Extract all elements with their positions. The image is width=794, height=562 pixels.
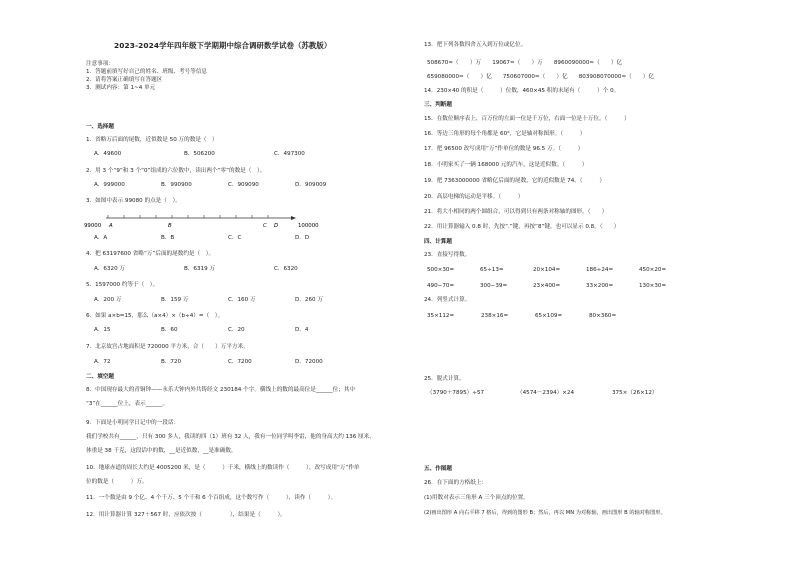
point-c-label: C — [263, 223, 267, 229]
stepwise-item: （3790＋7895）÷57 — [427, 390, 485, 396]
options-6 — [94, 327, 308, 334]
oral-item: 20×104= — [533, 267, 561, 273]
question-11: 11．一个数是由 9 个亿、4 个千万、5 个千和 6 个百组成，这个数写作（ ），读作（ ）。 — [86, 495, 337, 501]
oral-item: 186÷24= — [586, 267, 614, 273]
section-calc: 四、计算题 — [424, 239, 452, 245]
question-13-row: 508670≈（ ）万 19067≈（ ）万 8960090000≈（ ）亿 — [427, 60, 623, 66]
option: B．506200 — [184, 151, 215, 157]
vertical-calc-row — [427, 313, 616, 320]
option: A．49600 — [94, 151, 122, 157]
question-26-part2: (2)画出图形 A 向右平移 7 格后，得到的图形 B；然后，再以 MN 为对称轴，画出图形 B 的轴对称图形。 — [424, 510, 666, 516]
option: D．72000 — [295, 359, 323, 365]
oral-item: 33×200= — [586, 283, 614, 289]
section-fill: 二、填空题 — [86, 374, 114, 380]
question-12: 12．用计算器计算 327＋567 时，应依次按（ ），结果是（ ）。 — [86, 512, 286, 518]
notice-item: 1．答题前填写好自己的姓名、班级、考号等信息 — [86, 69, 208, 75]
option: B．60 — [161, 327, 178, 333]
question-26-part1: (1)用数对表示三角形 A 三个顶点的位置。 — [424, 495, 529, 501]
number-line-arrow — [291, 216, 296, 220]
option: C．6320 — [274, 266, 298, 272]
question-10: 10．地球赤道的周长大约是 4005200 米，是（ ）千米，横线上的数读作（ ），改写成用“万”作单 — [86, 465, 360, 471]
question-20: 20．高层电梯的运动是平移。（ ） — [424, 194, 524, 200]
notice-item: 2．请将答案正确填写在答题区 — [86, 77, 163, 83]
point-b-label: B — [168, 223, 172, 229]
axis-start-label: 99000 — [84, 223, 102, 229]
option: B．159 万 — [161, 297, 189, 303]
vertical-item: 238×16= — [481, 313, 509, 319]
option: B．720 — [161, 359, 182, 365]
oral-item: 490−70= — [427, 283, 455, 289]
oral-item: 130×30= — [639, 283, 667, 289]
option: B．B — [161, 235, 175, 241]
option: A．15 — [94, 327, 111, 333]
stepwise-calc-row — [427, 390, 657, 397]
question-9-cont: 我们学校共有______，只有 300 多人，我读的四（1）班有 32 人，我有一位同学叫李雷，他的身高大约 136 厘米， — [86, 434, 375, 440]
stepwise-item: 375×（26×12） — [612, 390, 658, 396]
number-line — [86, 208, 336, 230]
question-8: 8．中国现存最大的青铜钟——永乐大钟内外共铸经文 230184 个字。横线上的数的最高位是______位；其中 — [86, 387, 356, 393]
question-17: 17．把 96500 改写成用“万”作单位的数是 96.5 万。（ ） — [424, 146, 584, 152]
question-13: 13．把下列各数四舍五入到万位或亿位。 — [424, 42, 527, 48]
option: D．260 万 — [295, 297, 323, 303]
option: C．909090 — [228, 182, 259, 188]
oral-calc-row — [427, 283, 666, 290]
options-5 — [94, 297, 323, 304]
option: A．999000 — [94, 182, 125, 188]
vertical-item: 35×112= — [427, 313, 455, 319]
options-4 — [94, 266, 298, 273]
question-10-cont: 位的数是（ ）万。 — [86, 479, 148, 485]
question-7: 7．北京故宫占地面积是 720000 平方米，合（ ）万平方米。 — [86, 344, 249, 350]
notice-item: 3．测试内容：第 1~4 单元 — [86, 85, 156, 91]
question-19: 19．把 7363000000 省略亿后面的尾数，它的近似数是 74。（ ） — [424, 178, 606, 184]
question-2: 2．用 3 个“9”和 3 个“0”组成的六位数中，读出两个“零”的数是（ ）。 — [86, 168, 266, 174]
oral-calc-row — [427, 267, 666, 274]
question-16: 16．等边三角形的每个角都是 60°，它是轴对称图形。（ ） — [424, 131, 586, 137]
option: B．990900 — [161, 182, 192, 188]
option: A．6320 万 — [94, 266, 126, 272]
notice-head: 注意事项： — [86, 61, 114, 67]
section-draw: 五、作图题 — [424, 466, 452, 472]
question-5: 5．1597000 约等于（ ）。 — [86, 282, 159, 288]
vertical-item: 65×109= — [535, 313, 563, 319]
oral-item: 300−39= — [480, 283, 508, 289]
point-a-label: A — [109, 223, 113, 229]
oral-item: 450×20= — [639, 267, 667, 273]
oral-item: 500×30= — [427, 267, 455, 273]
question-6: 6．如果 a×b=15，那么（a×4）×（b÷4）=（ ）。 — [86, 313, 224, 319]
question-9-cont: 体重是 38 千克，这段话中的数，__是近似数，__是准确数。 — [86, 448, 237, 454]
option: D．4 — [295, 327, 309, 333]
option: A．200 万 — [94, 297, 122, 303]
question-13-row: 659080000≈（ ）亿 750607000≈（ ）亿 803908070000≈（ ）亿 — [427, 74, 655, 80]
options-7 — [94, 359, 323, 366]
point-d-label: D — [274, 223, 279, 229]
option: D．909009 — [295, 182, 327, 188]
number-line-ticks — [108, 215, 268, 218]
option: B．6319 万 — [184, 266, 216, 272]
option: D．D — [295, 235, 310, 241]
question-9: 9．下面是小明同学日记中的一段话： — [86, 420, 180, 426]
question-8-cont: “3”在______位上，表示______。 — [86, 401, 169, 407]
question-21: 21．将大小相同的两个圆组合，可以得到只有两条对称轴的图形。（ ） — [424, 209, 608, 215]
question-15: 15．在数位顺序表上，百万位的左面一位是千万位，右面一位是十万位。（ ） — [424, 116, 630, 122]
options-1 — [94, 151, 305, 158]
question-22: 22．用计算器输入 0.8 时，先按“.”键，再按“8”键，也可以显示 0.8。（ ） — [424, 224, 620, 230]
option: C．20 — [228, 327, 245, 333]
option: C．7200 — [228, 359, 252, 365]
question-18: 18．小明家买了一辆 168000 元的汽车，这是近似数。（ ） — [424, 162, 588, 168]
question-14: 14．230×40 的积是（ ）位数，460×45 积的末尾有（ ）个 0。 — [424, 88, 620, 94]
stepwise-item: （4574－2394）×24 — [517, 390, 575, 396]
oral-item: 23×400= — [533, 283, 561, 289]
options-3 — [94, 235, 309, 242]
option: C．C — [228, 235, 242, 241]
question-25: 25．脱式计算。 — [424, 376, 465, 382]
section-choice: 一、选择题 — [86, 124, 114, 130]
section-judge: 三、判断题 — [424, 102, 452, 108]
question-26: 26．在下面的方格纸上： — [424, 480, 488, 486]
question-4: 4．把 63197600 省略“万”后面的尾数约是（ ）。 — [86, 251, 215, 257]
vertical-item: 80×360= — [589, 313, 617, 319]
option: A．72 — [94, 359, 111, 365]
options-2 — [94, 182, 326, 189]
option: C．160 万 — [228, 297, 256, 303]
question-3: 3．如图中表示 99080 的点是（ ）。 — [86, 198, 181, 204]
option: C．497300 — [274, 151, 305, 157]
question-23: 23．直接写得数。 — [424, 252, 471, 258]
question-1: 1．省略万后面的尾数，近似数是 50 万的数是（ ） — [86, 137, 218, 143]
option: A．A — [94, 235, 108, 241]
axis-end-label: 100000 — [298, 223, 319, 229]
exam-title: 2023-2024学年四年级下学期期中综合调研数学试卷（苏教版） — [114, 41, 332, 50]
oral-item: 65÷13= — [480, 267, 504, 273]
question-24: 24．列竖式计算。 — [424, 297, 471, 303]
